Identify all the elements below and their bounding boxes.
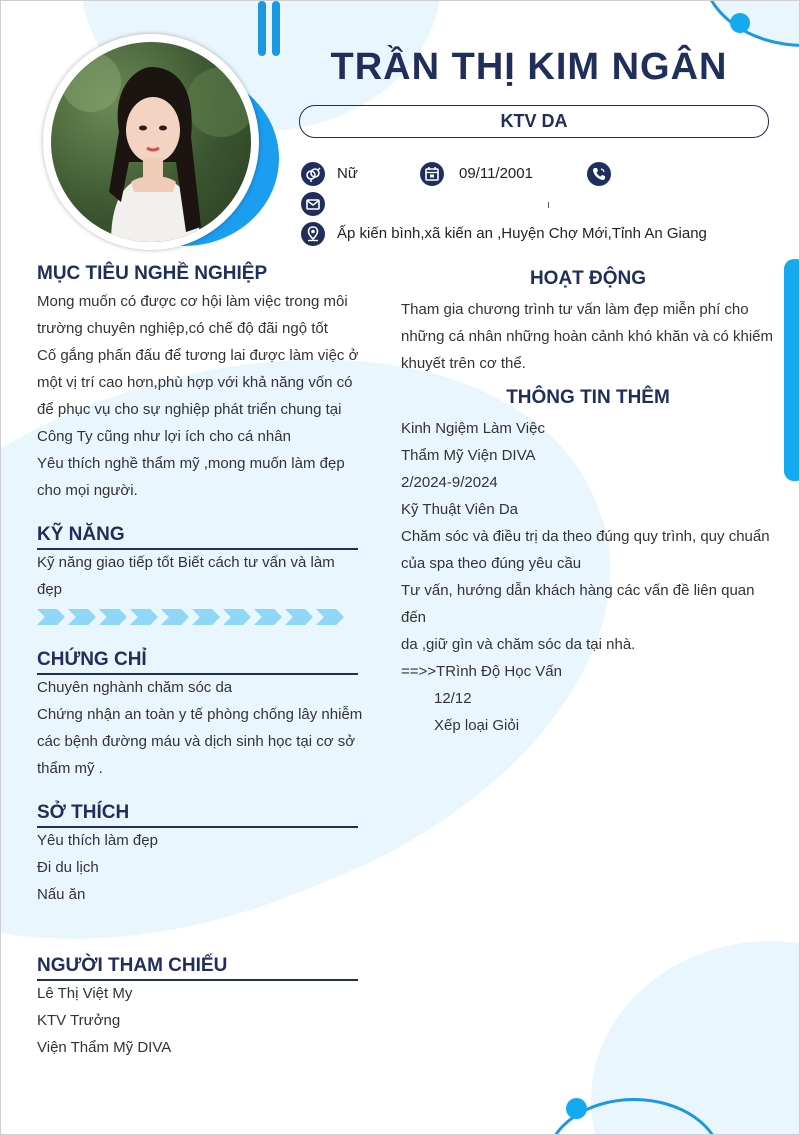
skill-chevron [68, 609, 96, 625]
hobbies-title: SỞ THÍCH [37, 802, 130, 823]
objective-line: một vị trí cao hơn,phù hợp với khả năng vốn có [37, 374, 353, 391]
objective-line: trường chuyên nghiệp,có chế độ đãi ngộ tốt [37, 320, 328, 337]
extra-info-title: THÔNG TIN THÊM [506, 387, 670, 408]
hobby-line: Nấu ăn [37, 886, 86, 903]
full-name: TRẦN THỊ KIM NGÂN [330, 46, 728, 88]
decor-dot-bottom [566, 1098, 587, 1119]
certificates-title: CHỨNG CHỈ [37, 649, 147, 670]
extra-info-line: Kỹ Thuật Viên Da [401, 501, 519, 518]
job-title: KTV DA [299, 105, 769, 138]
phone-icon [587, 162, 611, 186]
profile-photo [51, 42, 251, 242]
gender-icon [301, 162, 325, 186]
skill-chevron [130, 609, 158, 625]
extra-info-line: ==>>TRình Độ Học Vấn [401, 663, 562, 680]
extra-info-line: Chăm sóc và điều trị da theo đúng quy trình, quy chuẩn [401, 528, 770, 545]
objective-line: để phục vụ cho sự nghiệp phát triển chung tại [37, 401, 342, 418]
activities-text [401, 296, 781, 377]
skill-chevron [192, 609, 220, 625]
calendar-icon [420, 162, 444, 186]
skill-chevron [223, 609, 251, 625]
separator-mark [548, 202, 549, 208]
extra-info-text [401, 415, 783, 739]
decor-bar-left [258, 1, 266, 56]
profile-photo-illustration [51, 42, 251, 242]
objective-line: Yêu thích nghề thẩm mỹ ,mong muốn làm đẹp [37, 455, 345, 472]
activities-title: HOẠT ĐỘNG [529, 268, 647, 289]
extra-info-line: Kinh Ngiệm Làm Việc [401, 420, 545, 437]
certificates-text [37, 674, 367, 782]
skill-chevron [316, 609, 344, 625]
objective-line: cho mọi người. [37, 482, 138, 499]
hobby-line: Yêu thích làm đẹp [37, 832, 158, 849]
extra-info-line: Thẩm Mỹ Viện DIVA [401, 447, 536, 464]
activity-line: Tham gia chương trình tư vấn làm đẹp miễn phí cho [401, 301, 749, 318]
hobbies-text [37, 827, 367, 908]
address-value: Ấp kiến bình,xã kiến an ,Huyện Chợ Mới,Tỉnh An Giang [337, 225, 707, 242]
objective-title: MỤC TIÊU NGHỀ NGHIỆP [37, 263, 268, 284]
references-text [37, 980, 367, 1061]
skill-chevron [99, 609, 127, 625]
activity-line: những cá nhân những hoàn cảnh khó khăn và có khiếm [401, 328, 774, 345]
objective-line: Cố gắng phấn đấu để tương lai được làm việc ở [37, 347, 359, 364]
extra-info-line: của spa theo đúng yêu cầu [401, 555, 582, 572]
birthday-value: 09/11/2001 [459, 165, 533, 182]
objective-line: Mong muốn có được cơ hội làm việc trong môi [37, 293, 348, 310]
skills-line: Kỹ năng giao tiếp tốt Biết cách tư vấn và làm [37, 554, 335, 571]
extra-info-line: 2/2024-9/2024 [401, 474, 498, 491]
extra-info-indented-line: Xếp loại Giỏi [434, 717, 520, 734]
skill-chevron [254, 609, 282, 625]
skill-level-bar [37, 608, 357, 626]
certificate-line: Chuyên nghành chăm sóc da [37, 679, 233, 696]
extra-info-line: da ,giữ gìn và chăm sóc da tại nhà. [401, 636, 636, 653]
hobby-line: Đi du lịch [37, 859, 99, 876]
skill-chevron [161, 609, 189, 625]
certificate-line: thẩm mỹ . [37, 760, 103, 777]
decor-bar-side [784, 259, 800, 481]
gender-value: Nữ [337, 165, 358, 182]
decor-ring-top-right [701, 0, 800, 47]
skills-text [37, 549, 367, 603]
extra-info-indented-line: 12/12 [434, 690, 472, 707]
skill-chevron [285, 609, 313, 625]
certificate-line: các bệnh đường máu và dịch sinh học tại cơ sở [37, 733, 356, 750]
objective-text [37, 288, 367, 504]
decor-dot-top-right [730, 13, 750, 33]
email-icon [301, 192, 325, 216]
reference-line: Viện Thẩm Mỹ DIVA [37, 1039, 172, 1056]
activity-line: khuyết trên cơ thể. [401, 355, 526, 372]
reference-line: KTV Trưởng [37, 1012, 121, 1029]
objective-line: Công Ty cũng như lợi ích cho cá nhân [37, 428, 291, 445]
references-title: NGƯỜI THAM CHIẾU [37, 955, 228, 976]
extra-info-line: Tư vấn, hướng dẫn khách hàng các vấn đề liên quan đến [401, 582, 755, 626]
skill-chevron [37, 609, 65, 625]
location-icon [301, 222, 325, 246]
skills-title: KỸ NĂNG [37, 524, 125, 545]
reference-line: Lê Thị Việt My [37, 985, 133, 1002]
certificate-line: Chứng nhận an toàn y tế phòng chống lây nhiễm [37, 706, 363, 723]
skills-line: đẹp [37, 581, 63, 598]
decor-bar-right [272, 1, 280, 56]
